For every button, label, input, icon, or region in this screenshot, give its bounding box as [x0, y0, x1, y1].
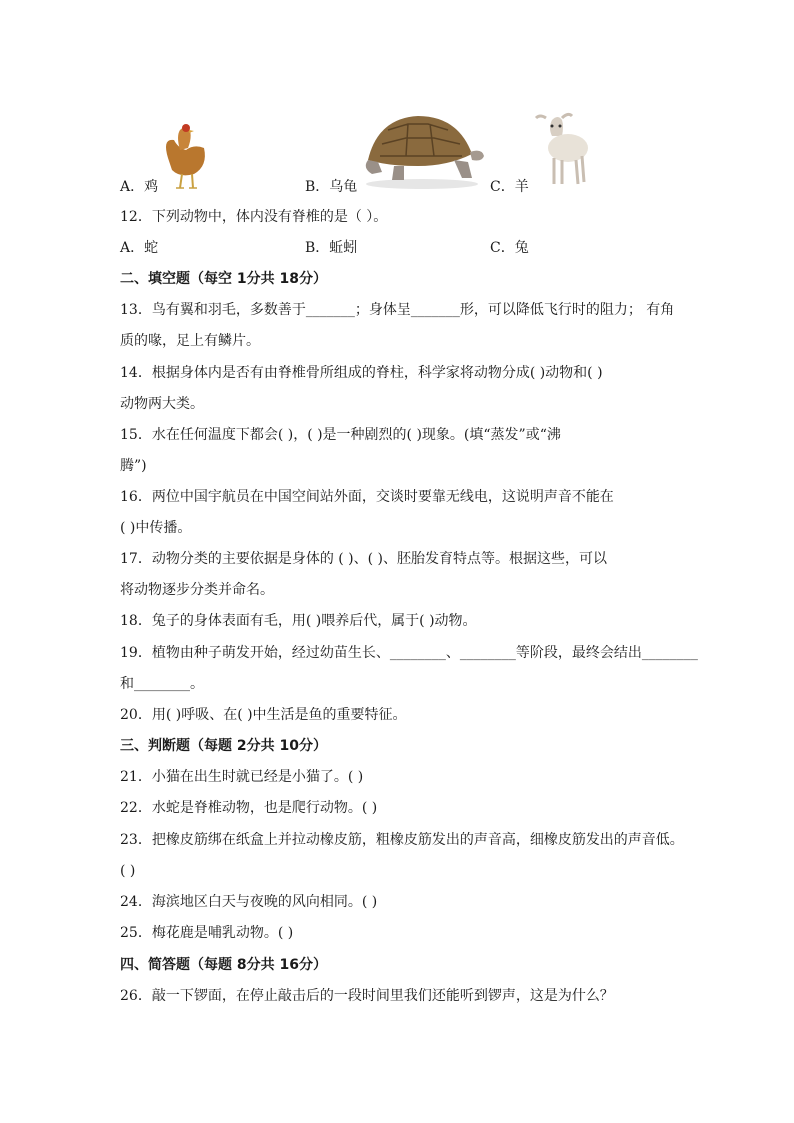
- q26-line: 26．敲一下锣面，在停止敲击后的一段时间里我们还能听到锣声，这是为什么？: [120, 988, 614, 1004]
- q25-line: 25．梅花鹿是哺乳动物。( ): [120, 925, 294, 941]
- q12-option-c[interactable]: C．兔: [490, 240, 529, 256]
- q12-option-b[interactable]: B．蚯蚓: [305, 240, 358, 256]
- q15-line-2: 腾”): [120, 458, 147, 474]
- q17-line-1: 17．动物分类的主要依据是身体的 ( )、( )、胚胎发育特点等。根据这些，可以: [120, 551, 608, 567]
- q11-option-b[interactable]: B．乌龟: [305, 179, 358, 195]
- q23-line-2: ( ): [120, 863, 136, 879]
- tortoise-image: [358, 110, 486, 190]
- q22-line: 22．水蛇是脊椎动物，也是爬行动物。( ): [120, 800, 378, 816]
- q12-stem: 12．下列动物中，体内没有脊椎的是（ ）。: [120, 209, 388, 225]
- q12-option-a[interactable]: A．蛇: [120, 240, 159, 256]
- chicken-image: [160, 118, 210, 190]
- q11-option-a[interactable]: A．鸡: [120, 179, 159, 195]
- q18-line: 18．兔子的身体表面有毛，用( )喂养后代，属于( )动物。: [120, 613, 477, 629]
- q17-line-2: 将动物逐步分类并命名。: [120, 582, 274, 598]
- q13-line-2: 质的喙，足上有鳞片。: [120, 333, 260, 349]
- q23-line-1: 23．把橡皮筋绑在纸盒上并拉动橡皮筋，粗橡皮筋发出的声音高，细橡皮筋发出的声音低。: [120, 832, 684, 848]
- q14-line-2: 动物两大类。: [120, 396, 204, 412]
- section-short-answer-heading: 四、简答题（每题 8分共 16分）: [120, 957, 327, 973]
- q15-line-1: 15．水在任何温度下都会( )，( )是一种剧烈的( )现象。(填“蒸发”或“沸: [120, 427, 561, 443]
- q14-line-1: 14．根据身体内是否有由脊椎骨所组成的脊柱，科学家将动物分成( )动物和( ): [120, 365, 603, 381]
- q21-line: 21．小猫在出生时就已经是小猫了。( ): [120, 769, 364, 785]
- sheep-image: [532, 106, 594, 188]
- q20-line: 20．用( )呼吸、在( )中生活是鱼的重要特征。: [120, 707, 407, 723]
- q16-line-2: ( )中传播。: [120, 520, 192, 536]
- q13-line-1: 13．鸟有翼和羽毛，多数善于_______；身体呈_______形，可以降低飞行时的阻力； 有角: [120, 302, 675, 318]
- section-fill-blank-heading: 二、填空题（每空 1分共 18分）: [120, 271, 327, 287]
- q19-line-1: 19．植物由种子萌发开始，经过幼苗生长、________、________等阶段，最终会结出________: [120, 645, 698, 661]
- q19-line-2: 和________。: [120, 676, 204, 692]
- q11-option-c[interactable]: C．羊: [490, 179, 529, 195]
- q24-line: 24．海滨地区白天与夜晚的风向相同。( ): [120, 894, 378, 910]
- q16-line-1: 16．两位中国宇航员在中国空间站外面，交谈时要靠无线电，这说明声音不能在: [120, 489, 614, 505]
- section-true-false-heading: 三、判断题（每题 2分共 10分）: [120, 738, 327, 754]
